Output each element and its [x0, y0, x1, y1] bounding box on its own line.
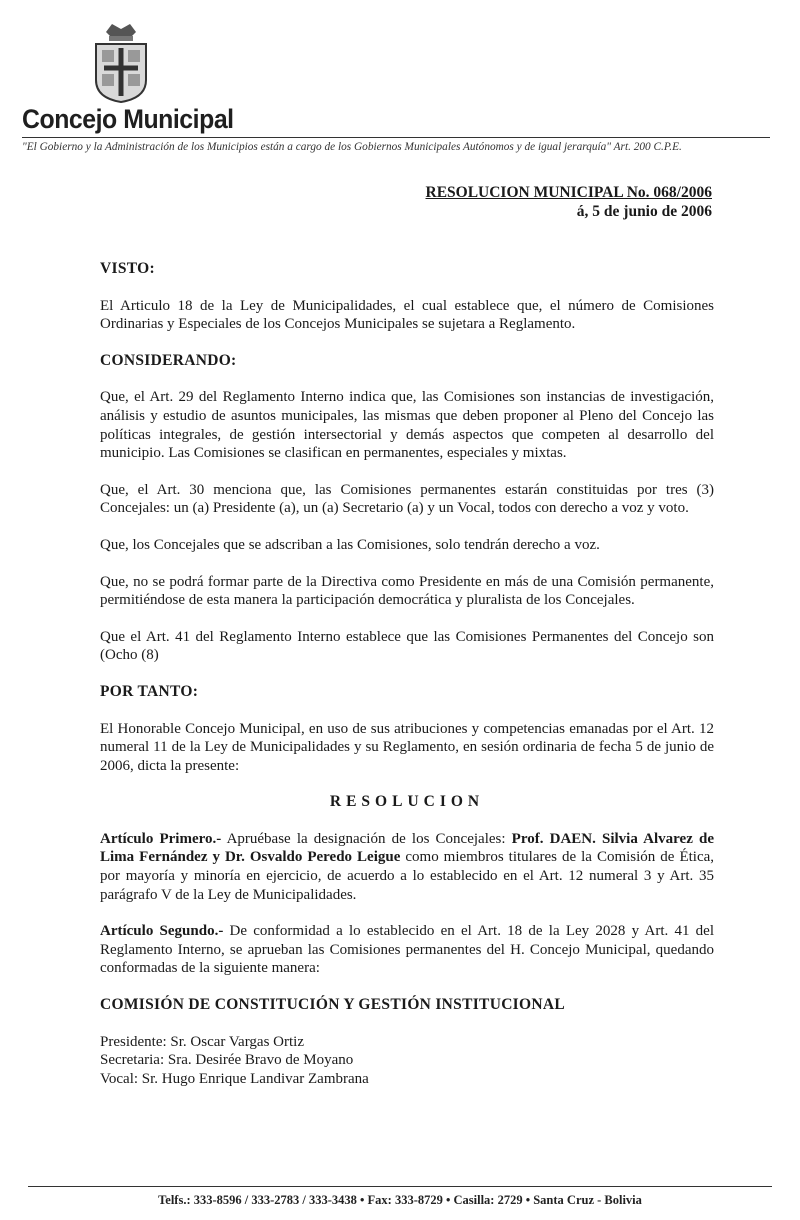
article-one-text-b: como miembros titulares de la Comisión de Ética, por mayoría y minoría en ejercicio, de acuerdo a lo establecido en el Art. 12 numeral 3 y Art. 35 parágrafo V de la Ley de Municipalidades. — [100, 849, 715, 903]
considerando-paragraph-1: Que, el Art. 29 del Reglamento Interno indica que, las Comisiones son instancias de investigación, análisis y estudio de asuntos municipales, las mismas que deben proponer al Pleno del Concejo las políticas integrales, de gestión intersectorial y demás aspectos que competen al desarrollo del municipio. Las Comisiones se clasifican en permanentes, especiales y mixtas. — [100, 389, 714, 462]
considerando-paragraph-4: Que, no se podrá formar parte de la Directiva como Presidente en más de una Comisión permanente, permitiéndose de esta manera la participación democrática y pluralista de los Concejales. — [100, 573, 714, 609]
commission-vocal: Vocal: Sr. Hugo Enrique Landivar Zambrana — [100, 1070, 369, 1087]
article-two — [100, 922, 714, 978]
article-one-names: Prof. DAEN. Silvia Alvarez de Lima Fernández y Dr. Osvaldo Peredo Leigue — [100, 830, 715, 866]
article-one-text-a: Apruébase la designación de los Concejales: — [221, 830, 512, 847]
considerando-heading: CONSIDERANDO: — [100, 351, 237, 369]
article-two-text: De conformidad a lo establecido en el Art. 18 de la Ley 2028 y Art. 41 del Reglamento Interno, se aprueban las Comisiones permanentes del H. Concejo Municipal, quedando conformadas de la siguiente manera: — [100, 923, 715, 977]
considerando-paragraph-2: Que, el Art. 30 menciona que, las Comisiones permanentes estarán constituidas por tres (3) Concejales: un (a) Presidente (a), un (a) Secretario (a) y un Vocal, todos con derecho a voz y voto. — [100, 481, 714, 517]
commission-members — [100, 1033, 714, 1089]
visto-text: El Articulo 18 de la Ley de Municipalidades, el cual establece que, el número de Comisiones Ordinarias y Especiales de los Concejos Municipales se sujetara a Reglamento. — [100, 297, 714, 333]
resolution-header — [426, 183, 713, 221]
commission-heading: COMISIÓN DE CONSTITUCIÓN Y GESTIÓN INSTITUCIONAL — [100, 996, 565, 1014]
article-one-label: Artículo Primero.- — [100, 830, 222, 847]
header-divider — [22, 137, 770, 138]
portanto-text: El Honorable Concejo Municipal, en uso de sus atribuciones y competencias emanadas por el Art. 12 numeral 11 de la Ley de Municipalidades y su Reglamento, en sesión ordinaria de fecha 5 de junio de 2006, dicta la presente: — [100, 720, 714, 774]
document-body — [100, 260, 714, 1088]
resolution-date: á, 5 de junio de 2006 — [576, 203, 712, 220]
portanto-heading: POR TANTO: — [100, 682, 199, 700]
resolution-number: RESOLUCION MUNICIPAL No. 068/2006 — [425, 184, 712, 201]
footer-divider — [28, 1186, 772, 1187]
visto-heading: VISTO: — [100, 260, 155, 277]
brand-title: Concejo Municipal — [22, 104, 234, 134]
header-motto: "El Gobierno y la Administración de los Municipios están a cargo de los Gobiernos Municipales Autónomos y de igual jerarquía" Art. 200 C.P.E. — [22, 141, 682, 153]
considerando-paragraph-5: Que el Art. 41 del Reglamento Interno establece que las Comisiones Permanentes del Concejo son (Ocho (8) — [100, 628, 714, 664]
considerando-paragraph-3: Que, los Concejales que se adscriban a las Comisiones, solo tendrán derecho a voz. — [100, 536, 600, 553]
resolucion-heading: RESOLUCION — [329, 793, 485, 811]
article-two-label: Artículo Segundo.- — [100, 923, 224, 940]
commission-secretary: Secretaria: Sra. Desirée Bravo de Moyano — [100, 1052, 354, 1069]
article-one — [100, 830, 714, 904]
municipal-crest-icon — [92, 22, 150, 104]
commission-president: Presidente: Sr. Oscar Vargas Ortiz — [100, 1033, 304, 1050]
footer-contact: Telfs.: 333-8596 / 333-2783 / 333-3438 • Fax: 333-8729 • Casilla: 2729 • Santa Cruz - Bolivia — [158, 1193, 642, 1207]
